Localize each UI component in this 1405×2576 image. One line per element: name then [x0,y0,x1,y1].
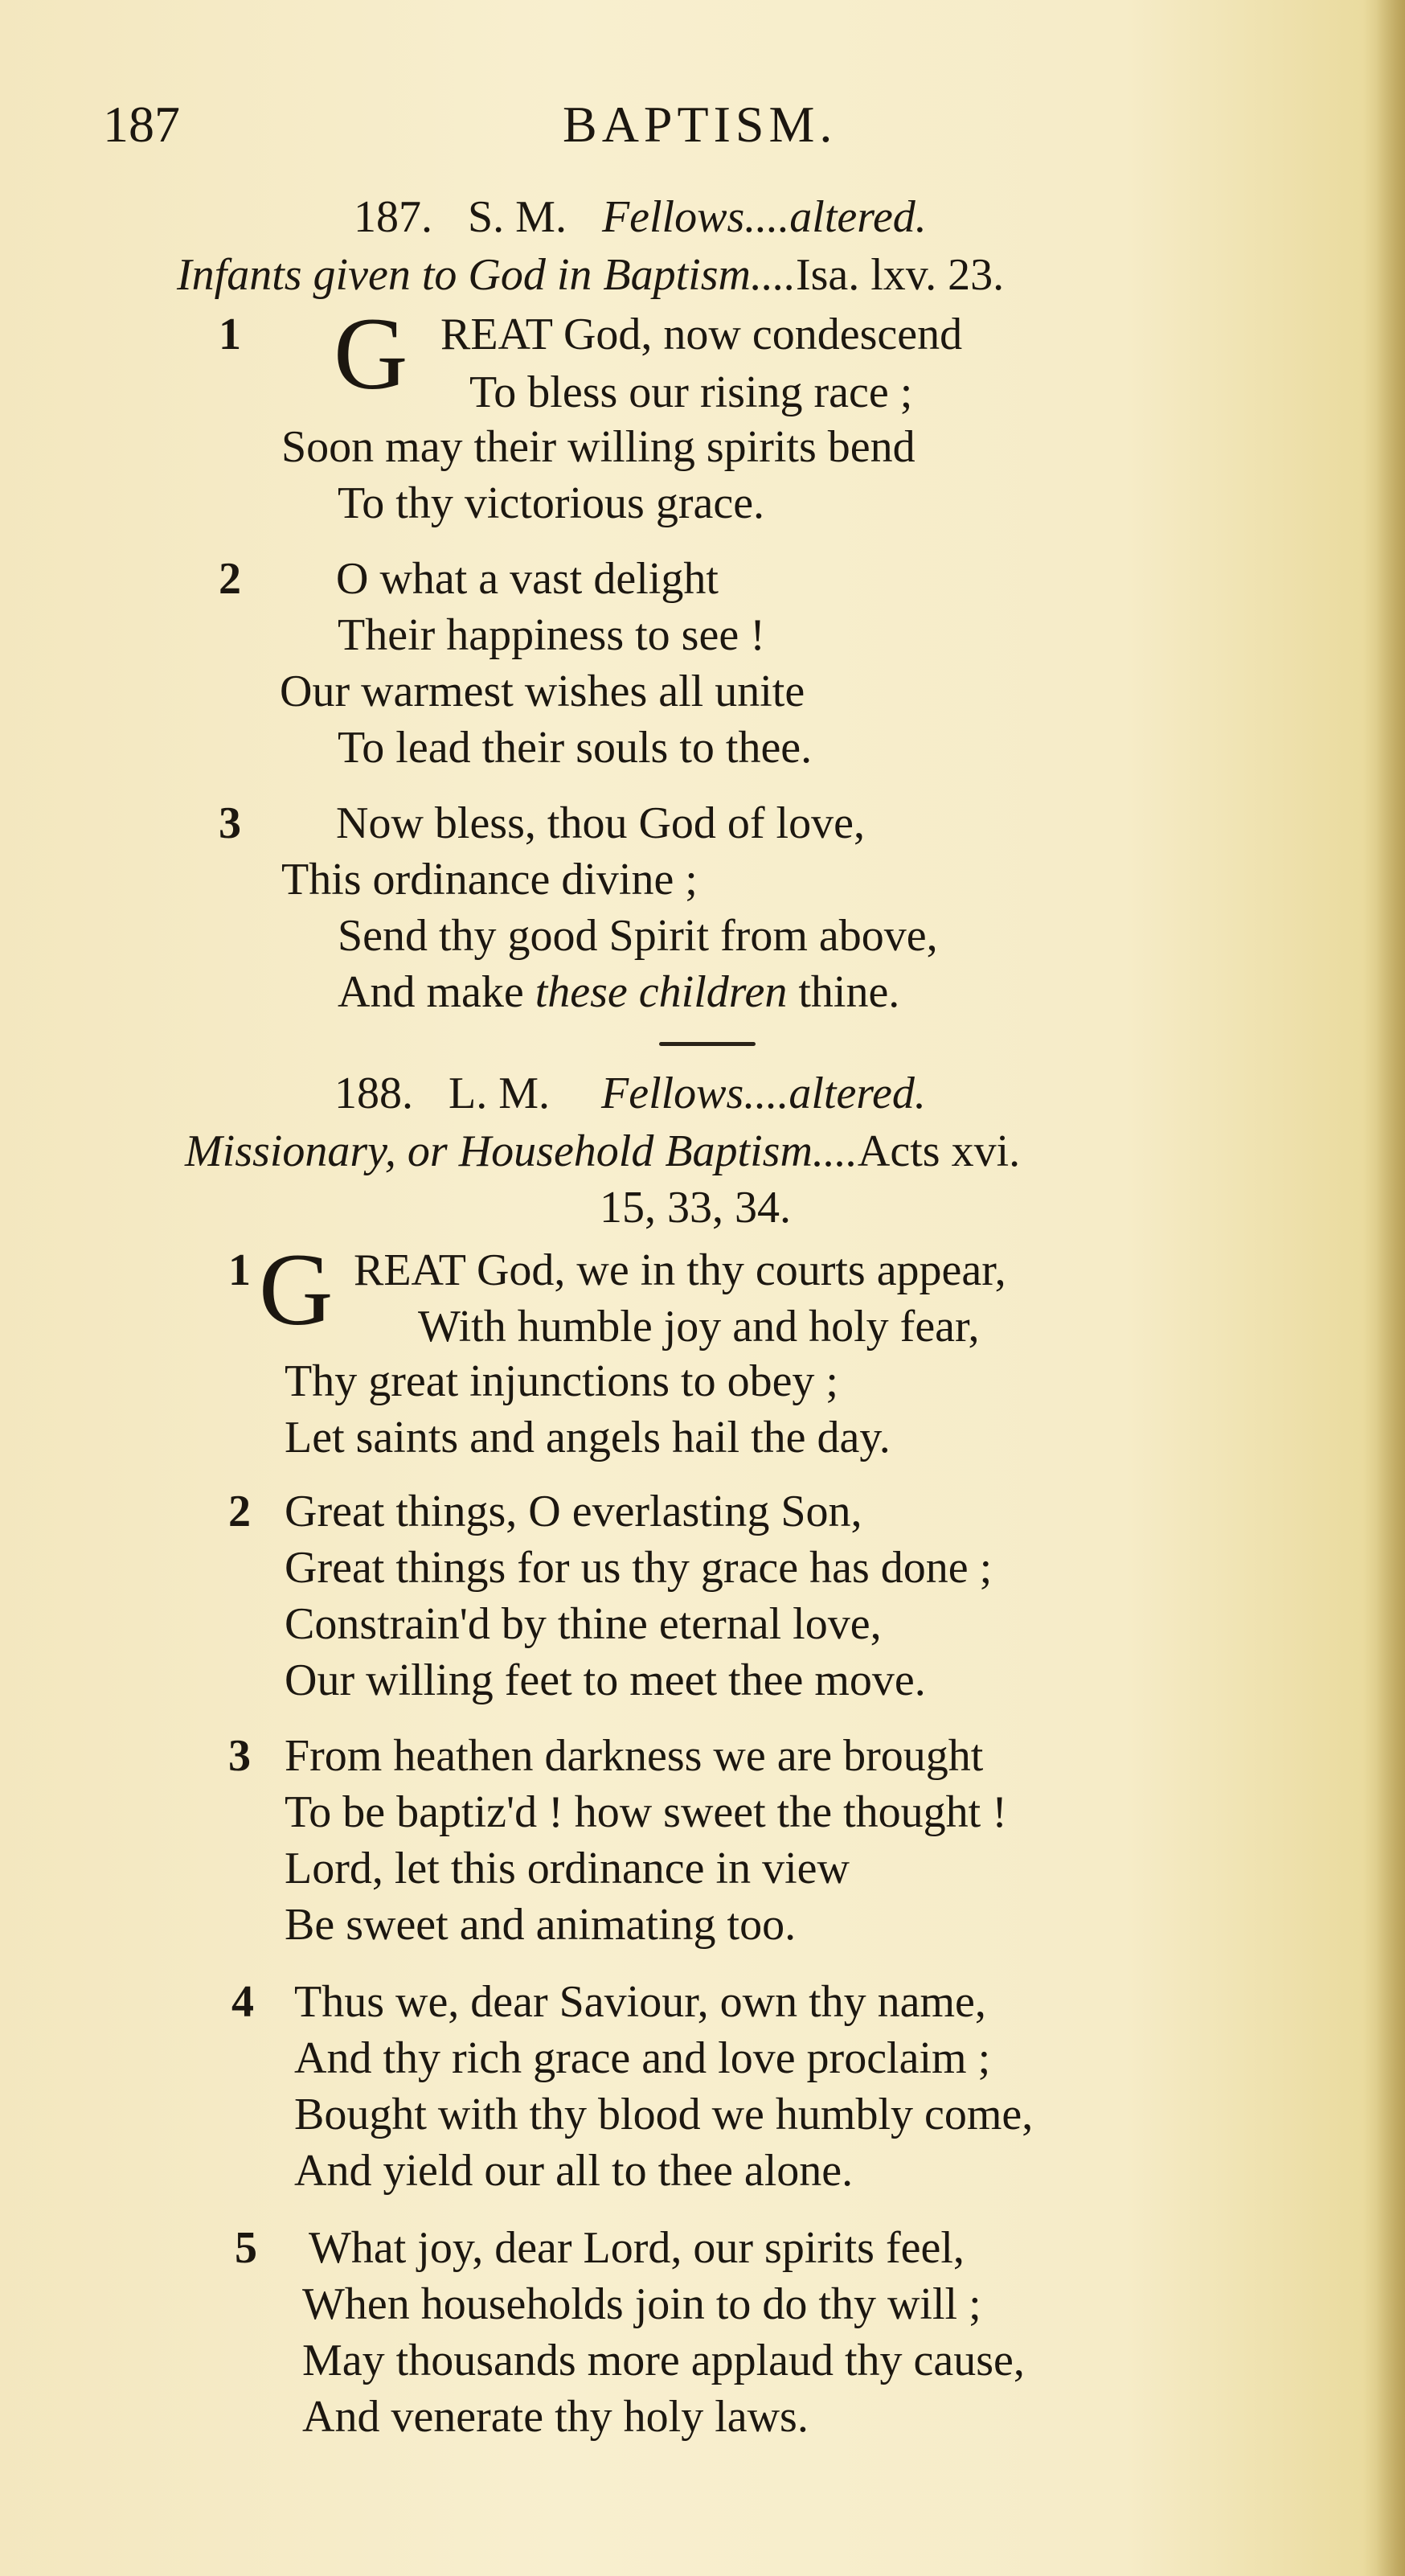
hymn-187-subject [177,249,1004,301]
scripture-reference-continued: 15, 33, 34. [600,1183,791,1233]
verse-line: This ordinance divine ; [281,855,698,904]
scripture-reference: Acts xvi. [857,1126,1021,1176]
verse-text: thine. [798,967,900,1017]
stanza-number: 1 [228,1245,251,1295]
running-title: BAPTISM. [563,96,838,153]
scripture-reference: Isa. lxv. 23. [795,250,1005,300]
hymn-author: Fellows....altered. [601,192,927,242]
page-number: 187 [103,96,180,153]
verse-line: To thy victorious grace. [338,478,765,528]
verse-line: Thus we, dear Saviour, own thy name, [294,1977,986,2027]
verse-line: To lead their souls to thee. [338,723,813,773]
hymn-meter: L. M. [449,1069,550,1118]
hymn-separator-rule [659,1042,756,1046]
verse-line: To bless our rising race ; [469,367,913,417]
verse-line: Great things for us thy grace has done ; [285,1543,993,1593]
stanza-number: 3 [219,798,241,848]
hymn-meter: S. M. [468,192,567,242]
hymn-188-subject [185,1126,1020,1177]
page-edge-shadow [1376,0,1405,2576]
verse-line: What joy, dear Lord, our spirits feel, [309,2223,965,2273]
hymn-187-heading [354,191,927,243]
verse-line: Be sweet and animating too. [285,1900,797,1950]
stanza-number: 2 [219,554,241,604]
verse-line: Now bless, thou God of love, [336,798,865,848]
verse-line: And thy rich grace and love proclaim ; [294,2033,991,2083]
hymn-number: 188. [334,1069,413,1118]
verse-line: Lord, let this ordinance in view [285,1844,850,1893]
verse-text-italic: these children [535,967,788,1017]
subject-text: Infants given to God in Baptism.... [177,250,796,300]
verse-line: Soon may their willing spirits bend [281,422,916,472]
stanza-number: 3 [228,1731,251,1781]
hymn-188-heading [334,1068,926,1119]
verse-line: And yield our all to thee alone. [294,2146,854,2196]
verse-line: Our willing feet to meet thee move. [285,1655,926,1705]
verse-line: And venerate thy holy laws. [302,2392,809,2442]
stanza-number: 4 [231,1977,254,2027]
verse-line: Thy great injunctions to obey ; [285,1356,838,1406]
verse-line: Great things, O everlasting Son, [285,1487,862,1536]
verse-line: Send thy good Spirit from above, [338,911,938,961]
stanza-number: 2 [228,1487,251,1536]
verse-line: Their happiness to see ! [338,610,765,660]
verse-line: REAT God, now condescend [440,310,963,359]
verse-line: When households join to do thy will ; [302,2279,981,2329]
verse-line [338,966,899,1018]
subject-text: Missionary, or Household Baptism.... [185,1126,858,1176]
verse-line: To be baptiz'd ! how sweet the thought ! [285,1787,1007,1837]
verse-line: REAT God, we in thy courts appear, [354,1245,1006,1295]
hymn-author: Fellows....altered. [601,1069,926,1118]
stanza-number: 5 [235,2223,257,2273]
drop-cap: G [334,297,408,411]
verse-line: May thousands more applaud thy cause, [302,2336,1025,2385]
verse-text: And make [338,967,524,1017]
verse-line: O what a vast delight [336,554,719,604]
verse-line: With humble joy and holy fear, [418,1302,980,1352]
verse-line: From heathen darkness we are brought [285,1731,984,1781]
hymn-number: 187. [354,192,432,242]
verse-line: Constrain'd by thine eternal love, [285,1599,882,1649]
verse-line: Bought with thy blood we humbly come, [294,2090,1034,2139]
verse-line: Our warmest wishes all unite [280,667,805,716]
stanza-number: 1 [219,310,241,359]
verse-line: Let saints and angels hail the day. [285,1413,891,1462]
drop-cap: G [259,1233,334,1347]
